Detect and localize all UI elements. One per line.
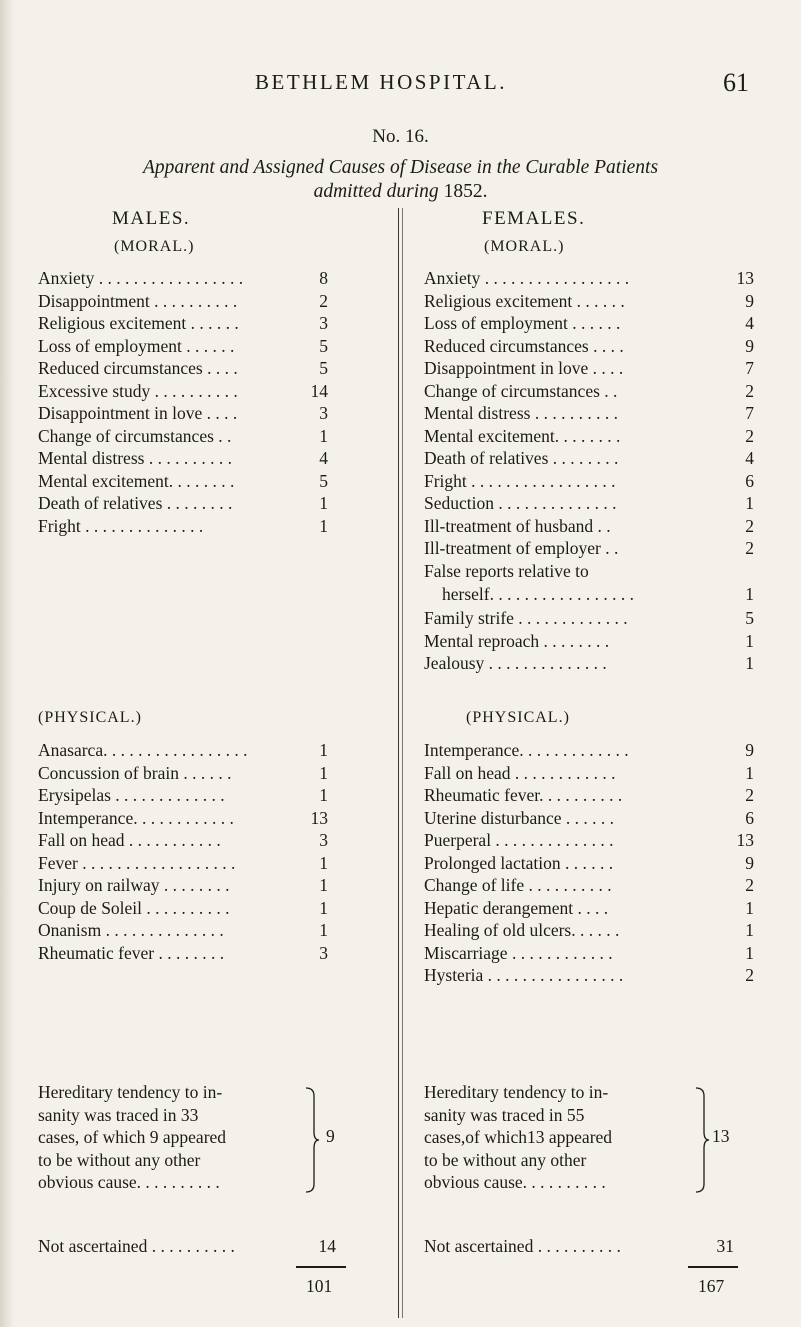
cause-row-label: Injury on railway . . . . . . . . bbox=[38, 875, 230, 895]
cause-row bbox=[38, 852, 328, 875]
cause-row bbox=[38, 919, 328, 942]
cause-row-label: Healing of old ulcers. . . . . . bbox=[424, 920, 620, 940]
cause-row-label: Family strife . . . . . . . . . . . . . bbox=[424, 608, 628, 628]
cause-row-value: 8 bbox=[319, 268, 328, 288]
males-physical-list bbox=[38, 739, 328, 964]
cause-row bbox=[424, 739, 754, 762]
cause-row-value: 6 bbox=[745, 807, 754, 828]
cause-row bbox=[424, 942, 754, 965]
cause-row-value: 1 bbox=[319, 875, 328, 895]
males-hereditary-value: 9 bbox=[326, 1126, 335, 1146]
cause-row-value: 9 bbox=[745, 290, 754, 311]
caption-line-2 bbox=[0, 180, 801, 204]
females-hereditary-line: sanity was traced in 55 bbox=[424, 1104, 585, 1125]
cause-row-label: Coup de Soleil . . . . . . . . . . bbox=[38, 897, 230, 918]
cause-row bbox=[38, 874, 328, 897]
cause-row-value: 5 bbox=[319, 470, 328, 491]
cause-row-label: Intemperance. . . . . . . . . . . . . bbox=[424, 740, 629, 760]
cause-row-value: 13 bbox=[736, 830, 754, 850]
males-hereditary-brace bbox=[304, 1086, 320, 1194]
cause-row bbox=[424, 652, 754, 675]
females-not-ascertained-value: 31 bbox=[716, 1236, 734, 1256]
females-hereditary-line: to be without any other bbox=[424, 1149, 587, 1170]
cause-row-label: Disappointment . . . . . . . . . . bbox=[38, 290, 238, 311]
cause-row-label: Disappointment in love . . . . bbox=[424, 358, 624, 378]
males-not-ascertained-value: 14 bbox=[318, 1236, 336, 1256]
cause-row-label: Mental reproach . . . . . . . . bbox=[424, 630, 610, 651]
cause-row bbox=[424, 829, 754, 852]
cause-row-label: Hepatic derangement . . . . bbox=[424, 897, 609, 918]
cause-row bbox=[424, 470, 754, 493]
cause-row-value: 4 bbox=[319, 448, 328, 468]
cause-row bbox=[424, 402, 754, 425]
cause-row-value: 1 bbox=[745, 897, 754, 918]
cause-row-label: Anxiety . . . . . . . . . . . . . . . . . bbox=[38, 268, 244, 288]
cause-row bbox=[424, 807, 754, 830]
cause-row-label: Rheumatic fever. . . . . . . . . . bbox=[424, 785, 623, 805]
cause-row bbox=[424, 357, 754, 380]
cause-row-value: 2 bbox=[745, 875, 754, 895]
cause-row bbox=[424, 515, 754, 538]
cause-row bbox=[38, 492, 328, 515]
cause-row-label: Rheumatic fever . . . . . . . . bbox=[38, 942, 225, 963]
females-total-rule bbox=[688, 1266, 738, 1268]
cause-row-label: Reduced circumstances . . . . bbox=[424, 335, 624, 356]
cause-row bbox=[38, 897, 328, 920]
cause-row-label: Uterine disturbance . . . . . . bbox=[424, 807, 615, 828]
cause-row-value: 3 bbox=[319, 830, 328, 850]
cause-row bbox=[38, 267, 328, 290]
males-total-rule bbox=[296, 1266, 346, 1268]
cause-row bbox=[38, 335, 328, 358]
running-title: BETHLEM HOSPITAL. bbox=[255, 70, 507, 94]
cause-row-label: Death of relatives . . . . . . . . bbox=[424, 448, 619, 468]
cause-row-label: Mental distress . . . . . . . . . . bbox=[424, 403, 618, 423]
cause-row-label: Jealousy . . . . . . . . . . . . . . bbox=[424, 653, 607, 673]
males-hereditary-line: Hereditary tendency to in- bbox=[38, 1082, 223, 1102]
cause-row bbox=[424, 762, 754, 785]
cause-row bbox=[424, 607, 754, 630]
cause-row-label: Ill-treatment of husband . . bbox=[424, 515, 611, 536]
cause-row-value: 5 bbox=[319, 335, 328, 356]
cause-row bbox=[38, 784, 328, 807]
cause-row bbox=[424, 874, 754, 897]
females-physical-subheading: (PHYSICAL.) bbox=[466, 709, 570, 726]
males-total: 101 bbox=[306, 1276, 333, 1296]
cause-row-label: Death of relatives . . . . . . . . bbox=[38, 493, 233, 513]
cause-row bbox=[38, 807, 328, 830]
females-hereditary-line: obvious cause. . . . . . . . . . bbox=[424, 1172, 606, 1192]
cause-row bbox=[38, 290, 328, 313]
cause-row-value: 1 bbox=[319, 425, 328, 446]
cause-row-value: 2 bbox=[745, 785, 754, 805]
cause-row bbox=[38, 425, 328, 448]
cause-row-value: 2 bbox=[745, 425, 754, 446]
page-number: 61 bbox=[723, 68, 749, 97]
males-moral-subheading: (MORAL.) bbox=[114, 238, 195, 255]
cause-row-label: Change of life . . . . . . . . . . bbox=[424, 875, 612, 895]
cause-row-value: 1 bbox=[319, 762, 328, 783]
cause-row-label: Fever . . . . . . . . . . . . . . . . . . bbox=[38, 852, 236, 873]
cause-row-label: Intemperance. . . . . . . . . . . . bbox=[38, 807, 234, 828]
cause-row-label: Loss of employment . . . . . . bbox=[424, 313, 621, 333]
cause-row-label: Anasarca. . . . . . . . . . . . . . . . . bbox=[38, 740, 248, 760]
females-hereditary-line: Hereditary tendency to in- bbox=[424, 1082, 609, 1102]
cause-row-label: Onanism . . . . . . . . . . . . . . bbox=[38, 920, 224, 940]
females-not-ascertained-label: Not ascertained . . . . . . . . . . bbox=[424, 1236, 621, 1256]
cause-row bbox=[424, 267, 754, 290]
males-physical-subheading: (PHYSICAL.) bbox=[38, 709, 142, 726]
cause-row-label: Mental excitement. . . . . . . . bbox=[424, 425, 621, 446]
cause-row-label: Erysipelas . . . . . . . . . . . . . bbox=[38, 785, 225, 805]
cause-row bbox=[424, 784, 754, 807]
cause-row-label: Fright . . . . . . . . . . . . . . . . . bbox=[424, 470, 616, 491]
cause-row-value: 9 bbox=[745, 335, 754, 356]
cause-row-value: 1 bbox=[319, 493, 328, 513]
cause-row-label: Disappointment in love . . . . bbox=[38, 403, 238, 423]
cause-row-label: Fright . . . . . . . . . . . . . . bbox=[38, 515, 204, 536]
females-hereditary-brace bbox=[694, 1086, 710, 1194]
females-hereditary-value: 13 bbox=[712, 1126, 730, 1146]
cause-row-value: 13 bbox=[736, 268, 754, 288]
cause-row bbox=[38, 515, 328, 538]
page-header bbox=[0, 70, 801, 104]
cause-row bbox=[38, 739, 328, 762]
cause-row bbox=[38, 357, 328, 380]
cause-row-value: 2 bbox=[745, 965, 754, 985]
females-moral-list-continued bbox=[424, 607, 754, 675]
cause-row-label: Concussion of brain . . . . . . bbox=[38, 762, 232, 783]
table-number: No. 16. bbox=[372, 126, 429, 147]
cause-row-label: Religious excitement . . . . . . bbox=[38, 313, 239, 333]
cause-row-value: 3 bbox=[319, 403, 328, 423]
cause-row bbox=[38, 942, 328, 965]
cause-row bbox=[424, 290, 754, 313]
cause-row-label: Change of circumstances . . bbox=[424, 380, 618, 401]
cause-row bbox=[424, 335, 754, 358]
females-physical-list bbox=[424, 739, 754, 987]
cause-row-value: 13 bbox=[310, 807, 328, 828]
cause-row-value: 1 bbox=[319, 515, 328, 536]
cause-row-value: 9 bbox=[745, 852, 754, 873]
cause-row-value: 2 bbox=[745, 515, 754, 536]
cause-row bbox=[424, 630, 754, 653]
cause-row bbox=[424, 852, 754, 875]
cause-row bbox=[38, 829, 328, 852]
cause-row-value: 4 bbox=[745, 313, 754, 333]
females-hereditary-text bbox=[424, 1081, 612, 1194]
cause-row-value: 1 bbox=[745, 493, 754, 513]
females-total: 167 bbox=[698, 1276, 725, 1296]
cause-row bbox=[38, 762, 328, 785]
cause-row-label: Mental excitement. . . . . . . . bbox=[38, 470, 235, 491]
cause-row bbox=[424, 447, 754, 470]
caption-year: 1852. bbox=[443, 181, 488, 202]
cause-row-value: 5 bbox=[745, 608, 754, 628]
cause-row-label: Excessive study . . . . . . . . . . bbox=[38, 380, 238, 401]
cause-row bbox=[424, 425, 754, 448]
cause-row-value: 7 bbox=[745, 403, 754, 423]
cause-row-label: Ill-treatment of employer . . bbox=[424, 538, 619, 558]
column-divider-inner bbox=[402, 208, 403, 1318]
table-caption bbox=[0, 156, 801, 204]
false-reports-label: herself. . . . . . . . . . . . . . . . . bbox=[442, 583, 634, 604]
cause-row bbox=[38, 380, 328, 403]
cause-row bbox=[38, 312, 328, 335]
cause-row-label: Religious excitement . . . . . . bbox=[424, 290, 625, 311]
cause-row-label: Mental distress . . . . . . . . . . bbox=[38, 448, 232, 468]
males-hereditary-line: obvious cause. . . . . . . . . . bbox=[38, 1172, 220, 1192]
cause-row bbox=[424, 380, 754, 403]
females-false-reports bbox=[424, 560, 754, 605]
cause-row-value: 1 bbox=[319, 740, 328, 760]
cause-row bbox=[424, 919, 754, 942]
males-hereditary-line: cases, of which 9 appeared bbox=[38, 1127, 227, 1147]
cause-row-value: 3 bbox=[319, 942, 328, 963]
cause-row-value: 6 bbox=[745, 470, 754, 491]
females-moral-list bbox=[424, 267, 754, 560]
cause-row-label: Fall on head . . . . . . . . . . . bbox=[38, 830, 221, 850]
cause-row-label: Fall on head . . . . . . . . . . . . bbox=[424, 762, 616, 783]
cause-row-value: 14 bbox=[310, 380, 328, 401]
cause-row-value: 1 bbox=[319, 785, 328, 805]
false-reports-value: 1 bbox=[745, 583, 754, 604]
cause-row-label: Reduced circumstances . . . . bbox=[38, 358, 238, 378]
cause-row-value: 2 bbox=[319, 290, 328, 311]
caption-italic-text: admitted during bbox=[313, 181, 439, 202]
cause-row-value: 1 bbox=[319, 920, 328, 940]
cause-row bbox=[38, 402, 328, 425]
cause-row-value: 3 bbox=[319, 313, 328, 333]
cause-row bbox=[424, 964, 754, 987]
cause-row-label: Change of circumstances . . bbox=[38, 425, 232, 446]
cause-row-label: Seduction . . . . . . . . . . . . . . bbox=[424, 493, 617, 513]
males-heading: MALES. bbox=[112, 208, 191, 229]
cause-row bbox=[424, 492, 754, 515]
cause-row-value: 4 bbox=[745, 448, 754, 468]
cause-row-label: Hysteria . . . . . . . . . . . . . . . . bbox=[424, 965, 624, 985]
cause-row bbox=[424, 897, 754, 920]
false-reports-line: False reports relative to bbox=[424, 561, 589, 581]
males-moral-list bbox=[38, 267, 328, 537]
cause-row-label: Loss of employment . . . . . . bbox=[38, 335, 235, 356]
cause-row-value: 9 bbox=[745, 740, 754, 760]
males-hereditary-text bbox=[38, 1081, 226, 1194]
males-hereditary-line: sanity was traced in 33 bbox=[38, 1104, 199, 1125]
cause-row-label: Prolonged lactation . . . . . . bbox=[424, 852, 614, 873]
cause-row-value: 2 bbox=[745, 380, 754, 401]
males-hereditary-line: to be without any other bbox=[38, 1149, 201, 1170]
cause-row-label: Puerperal . . . . . . . . . . . . . . bbox=[424, 830, 614, 850]
cause-row-value: 2 bbox=[745, 538, 754, 558]
females-moral-subheading: (MORAL.) bbox=[484, 238, 565, 255]
cause-row bbox=[38, 447, 328, 470]
cause-row-value: 1 bbox=[745, 942, 754, 963]
cause-row-label: Miscarriage . . . . . . . . . . . . bbox=[424, 942, 613, 963]
cause-row bbox=[424, 537, 754, 560]
cause-row bbox=[424, 312, 754, 335]
females-hereditary-line: cases,of which13 appeared bbox=[424, 1127, 613, 1147]
cause-row-value: 1 bbox=[745, 762, 754, 783]
caption-line-1: Apparent and Assigned Causes of Disease in the Curable Patients bbox=[142, 157, 659, 178]
cause-row-label: Anxiety . . . . . . . . . . . . . . . . . bbox=[424, 268, 630, 288]
cause-row-value: 1 bbox=[745, 920, 754, 940]
cause-row-value: 7 bbox=[745, 358, 754, 378]
females-heading: FEMALES. bbox=[482, 208, 586, 229]
cause-row-value: 1 bbox=[319, 897, 328, 918]
cause-row-value: 1 bbox=[745, 653, 754, 673]
cause-row-value: 1 bbox=[319, 852, 328, 873]
false-reports-line bbox=[424, 583, 754, 606]
cause-row-value: 1 bbox=[745, 630, 754, 651]
cause-row bbox=[38, 470, 328, 493]
cause-row-value: 5 bbox=[319, 358, 328, 378]
males-not-ascertained-label: Not ascertained . . . . . . . . . . bbox=[38, 1236, 235, 1256]
column-divider bbox=[398, 208, 399, 1318]
